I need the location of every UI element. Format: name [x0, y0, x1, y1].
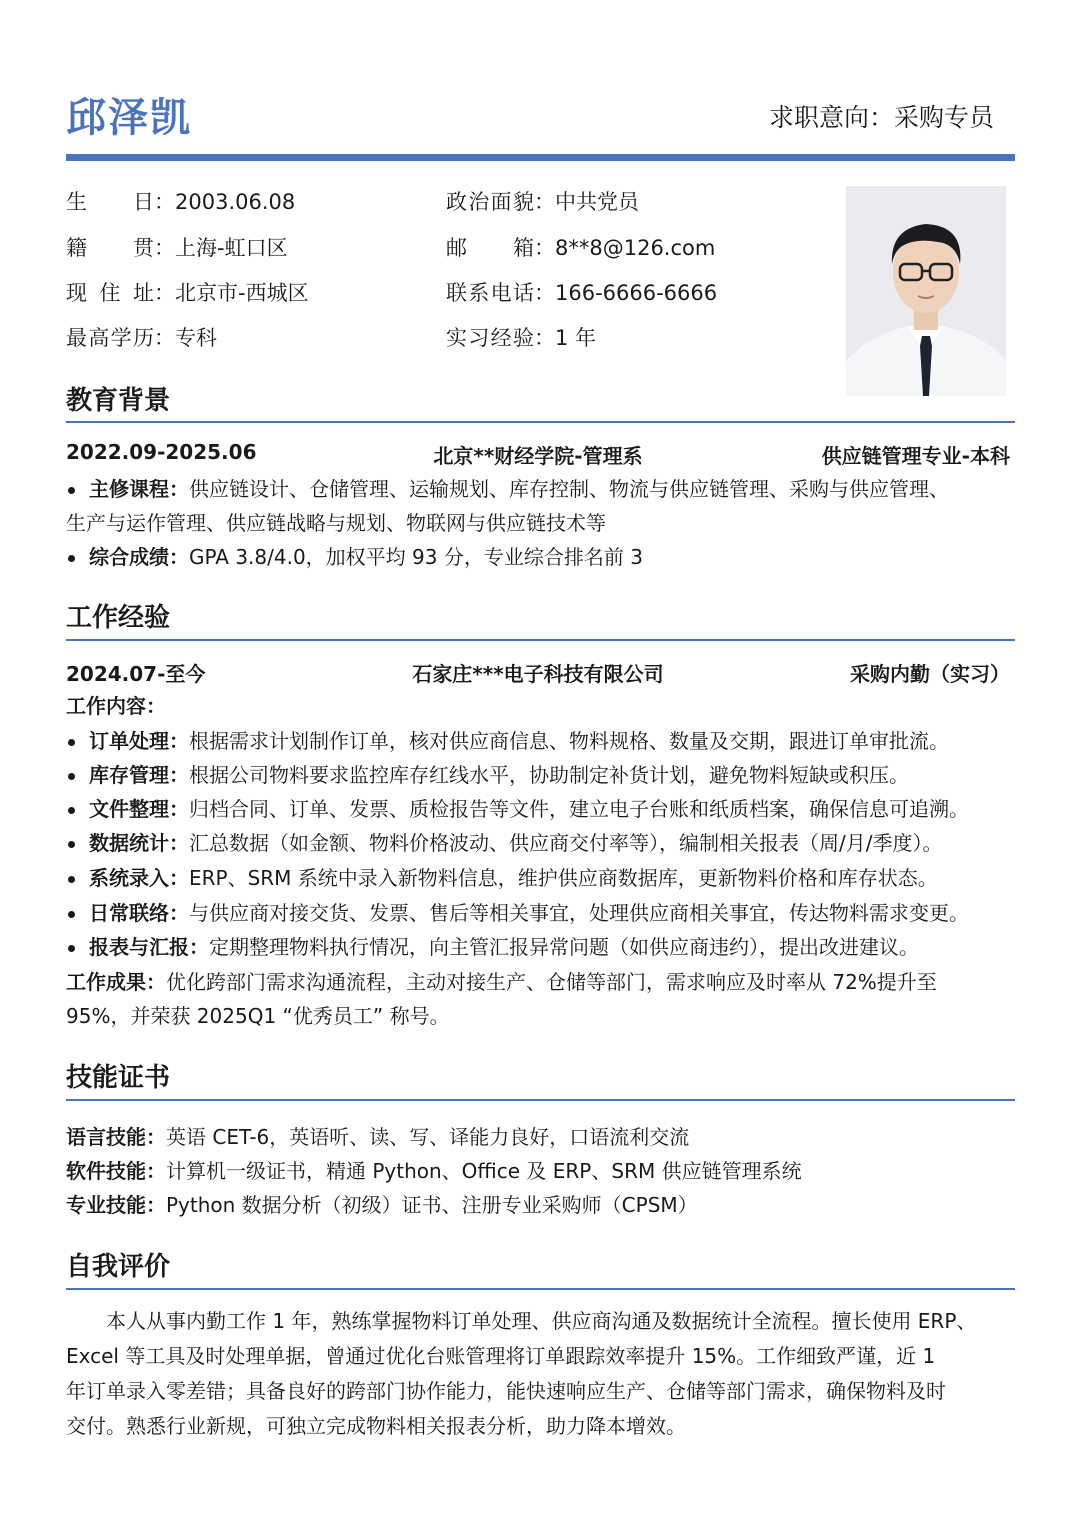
info-internship — [446, 322, 596, 352]
info-native-label: 籍贯 — [66, 236, 154, 260]
header-divider — [66, 154, 1015, 161]
work-item — [66, 861, 1016, 895]
work-item-text: 根据公司物料要求监控库存红线水平，协助制定补货计划，避免物料短缺或积压。 — [189, 763, 909, 787]
info-email — [446, 232, 715, 262]
info-birth-label: 生日 — [66, 190, 154, 214]
skill-row — [66, 1188, 1016, 1222]
skill-row — [66, 1154, 1016, 1188]
work-item-text: 归档合同、订单、发票、质检报告等文件，建立电子台账和纸质档案，确保信息可追溯。 — [189, 797, 969, 821]
info-phone-label: 联系电话 — [446, 281, 534, 305]
work-item — [66, 724, 1016, 758]
education-school: 北京**财经学院-管理系 — [433, 444, 643, 468]
work-result — [66, 965, 1016, 999]
info-address-value: ：北京市-西城区 — [154, 281, 309, 305]
self-line3: 年订单录入零差错；具备良好的跨部门协作能力，能快速响应生产、仓储等部门需求，确保物料及时 — [66, 1379, 946, 1403]
self-line4: 交付。熟悉行业新规，可独立完成物料相关报表分析，助力降本增效。 — [66, 1414, 686, 1438]
education-section-title: 教育背景 — [66, 386, 171, 416]
skill-label: 软件技能： — [66, 1159, 166, 1183]
info-birth — [66, 186, 295, 216]
work-item-label: 库存管理： — [89, 763, 189, 787]
self-section-title: 自我评价 — [66, 1252, 171, 1282]
work-item-text: 汇总数据（如金额、物料价格波动、供应商交付率等），编制相关报表（周/月/季度）。 — [189, 831, 943, 855]
work-item-label: 系统录入： — [89, 866, 189, 890]
work-item — [66, 758, 1016, 792]
info-politics-label: 政治面貌 — [446, 190, 534, 214]
info-address-label: 现住址 — [66, 281, 154, 305]
grade-label: 综合成绩： — [89, 545, 189, 569]
work-item-label: 数据统计： — [89, 831, 189, 855]
work-item-label: 报表与汇报： — [89, 935, 209, 959]
self-line1: 本人从事内勤工作 1 年，熟练掌握物料订单处理、供应商沟通及数据统计全流程。擅长使用 ERP、 — [106, 1309, 977, 1333]
skill-text: 计算机一级证书，精通 Python、Office 及 ERP、SRM 供应链管理系统 — [166, 1159, 802, 1183]
work-item — [66, 930, 1016, 964]
work-period: 2024.07-至今 — [66, 662, 206, 686]
work-section-title: 工作经验 — [66, 603, 171, 633]
info-internship-value: ：1 年 — [534, 326, 597, 350]
info-address — [66, 277, 309, 307]
courses-line1: 供应链设计、仓储管理、运输规划、库存控制、物流与供应链管理、采购与供应管理、 — [189, 477, 949, 501]
skills-section-title: 技能证书 — [66, 1063, 171, 1093]
info-phone-value: ：166-6666-6666 — [534, 281, 718, 305]
info-email-value: ：8**8@126.com — [534, 236, 716, 260]
work-divider — [66, 639, 1015, 641]
info-politics-value: ：中共党员 — [534, 190, 639, 214]
grade-text: GPA 3.8/4.0，加权平均 93 分，专业综合排名前 3 — [189, 545, 643, 569]
result-line1: 优化跨部门需求沟通流程，主动对接生产、仓储等部门，需求响应及时率从 72%提升至 — [166, 970, 937, 994]
info-native — [66, 232, 288, 262]
info-internship-label: 实习经验 — [446, 326, 534, 350]
work-item-text: ERP、SRM 系统中录入新物料信息，维护供应商数据库，更新物料价格和库存状态。 — [189, 866, 938, 890]
skill-text: Python 数据分析（初级）证书、注册专业采购师（CPSM） — [166, 1193, 698, 1217]
work-item-text: 与供应商对接交货、发票、售后等相关事宜，处理供应商相关事宜，传达物料需求变更。 — [189, 901, 969, 925]
work-content-label: 工作内容： — [66, 694, 166, 718]
profile-photo — [846, 186, 1006, 396]
education-grade — [66, 540, 1016, 574]
education-major: 供应链管理专业-本科 — [821, 444, 1010, 468]
info-phone — [446, 277, 717, 307]
skill-label: 语言技能： — [66, 1125, 166, 1149]
work-item — [66, 792, 1016, 826]
info-native-value: ：上海-虹口区 — [154, 236, 288, 260]
courses-label: 主修课程： — [89, 477, 189, 501]
work-company: 石家庄***电子科技有限公司 — [412, 662, 664, 686]
info-birth-value: ：2003.06.08 — [154, 190, 296, 214]
candidate-name: 邱泽凯 — [66, 95, 192, 141]
skills-divider — [66, 1099, 1015, 1101]
work-item-label: 订单处理： — [89, 729, 189, 753]
education-courses — [66, 472, 1016, 506]
self-divider — [66, 1288, 1015, 1290]
result-line2: 95%，并荣获 2025Q1 “优秀员工” 称号。 — [66, 1004, 450, 1028]
work-item — [66, 896, 1016, 930]
work-item-text: 定期整理物料执行情况，向主管汇报异常问题（如供应商违约），提出改进建议。 — [209, 935, 919, 959]
info-politics — [446, 186, 639, 216]
work-item-label: 日常联络： — [89, 901, 189, 925]
info-education-value: ：专科 — [154, 326, 217, 350]
skill-text: 英语 CET-6，英语听、读、写、译能力良好，口语流利交流 — [166, 1125, 690, 1149]
work-item — [66, 826, 1016, 860]
education-period: 2022.09-2025.06 — [66, 440, 257, 464]
work-item-label: 文件整理： — [89, 797, 189, 821]
info-education-label: 最高学历 — [66, 326, 154, 350]
skill-label: 专业技能： — [66, 1193, 166, 1217]
work-item-text: 根据需求计划制作订单，核对供应商信息、物料规格、数量及交期，跟进订单审批流。 — [189, 729, 949, 753]
info-education — [66, 322, 217, 352]
education-divider — [66, 421, 1015, 423]
courses-line2: 生产与运作管理、供应链战略与规划、物联网与供应链技术等 — [66, 511, 606, 535]
job-intention: 求职意向：采购专员 — [768, 103, 994, 132]
self-line2: Excel 等工具及时处理单据，曾通过优化台账管理将订单跟踪效率提升 15%。工作细致严谨，近 1 — [66, 1344, 936, 1368]
result-label: 工作成果： — [66, 970, 166, 994]
work-role: 采购内勤（实习） — [850, 662, 1010, 686]
info-email-label: 邮箱 — [446, 236, 534, 260]
skill-row — [66, 1120, 1016, 1154]
portrait-illustration — [846, 186, 1006, 396]
